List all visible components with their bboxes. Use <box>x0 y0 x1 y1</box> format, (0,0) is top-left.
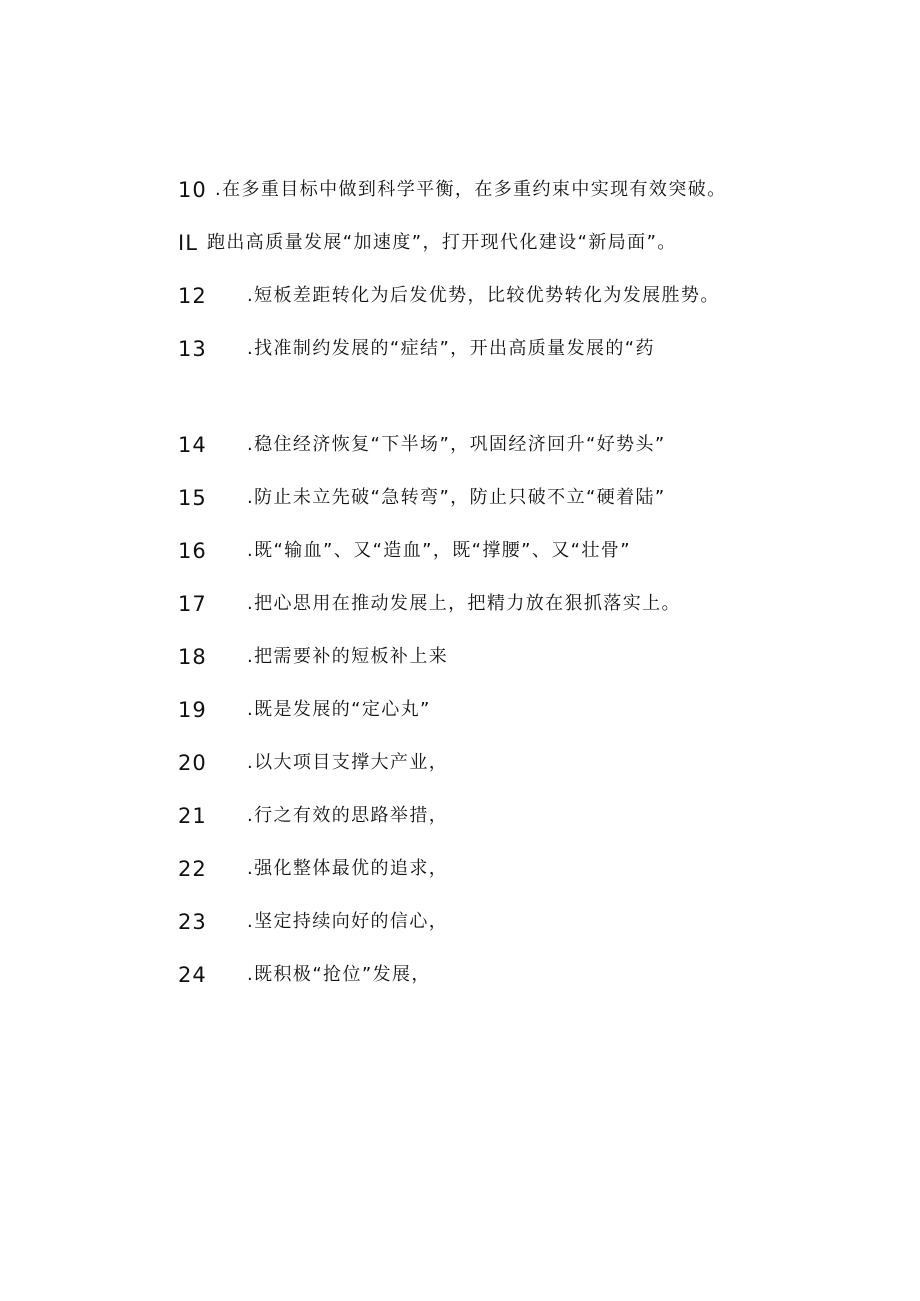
item-text: .既是发展的“定心丸” <box>247 699 431 720</box>
item-number: 13 <box>178 337 207 361</box>
list-item-21 <box>0 801 920 831</box>
item-text: .防止未立先破“急转弯”，防止只破不立“硬着陆” <box>247 487 666 508</box>
item-number: 15 <box>178 486 207 510</box>
item-text: .坚定持续向好的信心， <box>247 911 449 932</box>
item-number: 23 <box>178 910 207 934</box>
item-text: .把需要补的短板补上来 <box>247 646 449 667</box>
item-number: 17 <box>178 592 207 616</box>
item-text: .在多重目标中做到科学平衡，在多重约束中实现有效突破。 <box>215 179 727 200</box>
list-item-24 <box>0 960 920 990</box>
item-number: 16 <box>178 539 207 563</box>
item-number: 20 <box>178 751 207 775</box>
item-text: .既积极“抢位”发展， <box>247 964 431 985</box>
item-number: 22 <box>178 857 207 881</box>
item-text: .既“输血”、又“造血”，既“撑腰”、又“壮骨” <box>247 540 631 561</box>
item-text: .稳住经济恢复“下半场”，巩固经济回升“好势头” <box>247 434 666 455</box>
item-number: 12 <box>178 284 207 308</box>
item-text: .把心思用在推动发展上，把精力放在狠抓落实上。 <box>247 593 681 614</box>
list-item-13 <box>0 334 920 364</box>
list-item-22 <box>0 854 920 884</box>
list-item-17 <box>0 589 920 619</box>
item-number: 21 <box>178 804 207 828</box>
item-number: 19 <box>178 698 207 722</box>
list-item-16 <box>0 536 920 566</box>
item-text: .强化整体最优的追求， <box>247 858 449 879</box>
item-number: 18 <box>178 645 207 669</box>
item-text: .短板差距转化为后发优势，比较优势转化为发展胜势。 <box>247 285 720 306</box>
item-text: .以大项目支撑大产业， <box>247 752 449 773</box>
list-item-11 <box>0 228 920 258</box>
item-text: .行之有效的思路举措， <box>247 805 449 826</box>
item-number: 10 <box>178 178 207 202</box>
item-number: IL <box>178 231 198 255</box>
list-item-14 <box>0 430 920 460</box>
list-item-15 <box>0 483 920 513</box>
list-item-10 <box>0 175 920 205</box>
list-item-18 <box>0 642 920 672</box>
item-number: 14 <box>178 433 207 457</box>
list-item-23 <box>0 907 920 937</box>
item-text: .找准制约发展的“症结”，开出高质量发展的“药 <box>247 338 655 359</box>
list-item-20 <box>0 748 920 778</box>
list-item-19 <box>0 695 920 725</box>
item-number: 24 <box>178 963 207 987</box>
item-text: 跑出高质量发展“加速度”，打开现代化建设“新局面”。 <box>207 232 677 253</box>
list-item-12 <box>0 281 920 311</box>
